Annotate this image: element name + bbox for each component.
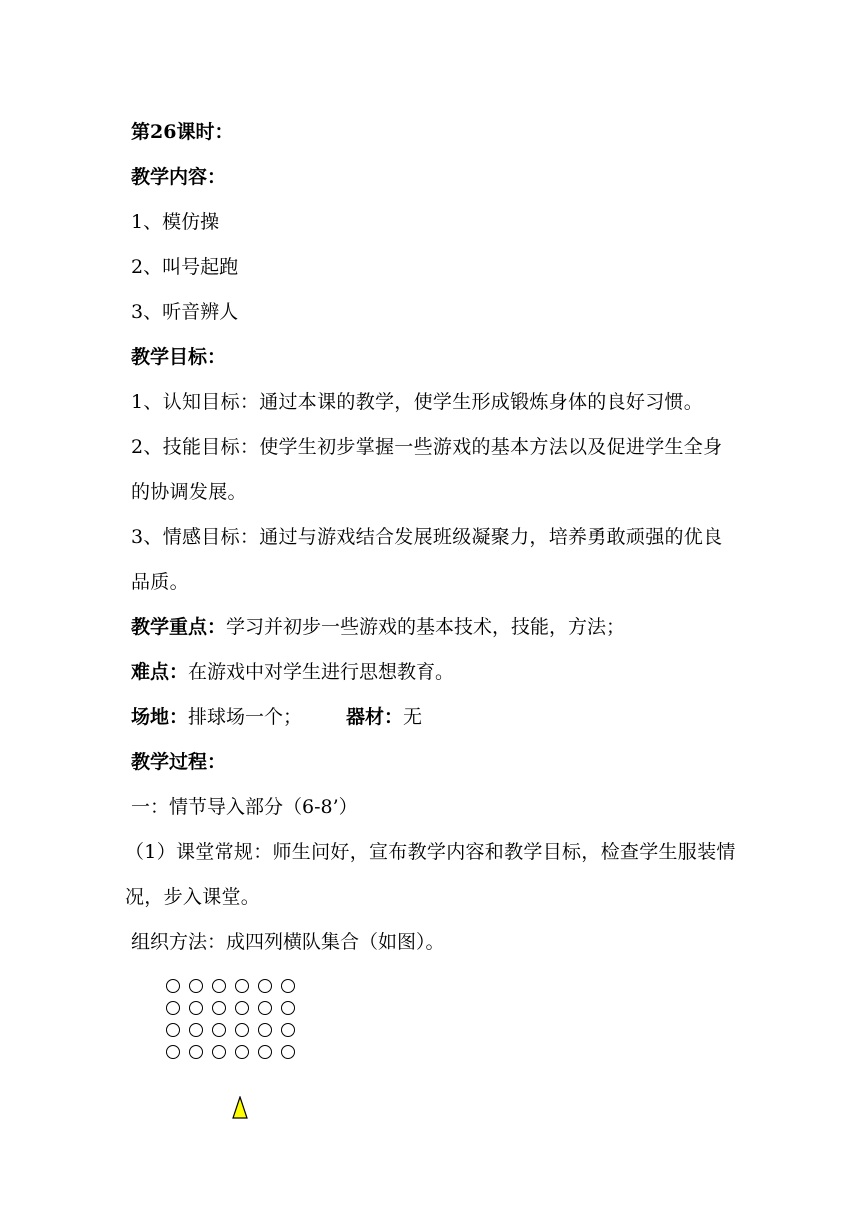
equipment-text: 无 <box>403 706 423 728</box>
process-heading: 教学过程： <box>131 751 227 773</box>
student-circle-icon <box>189 1023 203 1037</box>
content-item: 3、听音辨人 <box>131 301 239 323</box>
equipment-label: 器材： <box>346 706 404 728</box>
key-point-text: 学习并初步一些游戏的基本技术，技能，方法； <box>226 616 626 638</box>
key-point-label: 教学重点： <box>131 616 227 638</box>
student-circle-icon <box>281 1001 295 1015</box>
student-circle-icon <box>281 1023 295 1037</box>
student-circle-icon <box>258 979 272 993</box>
student-circle-icon <box>189 979 203 993</box>
objectives-heading: 教学目标： <box>131 346 227 368</box>
student-circle-icon <box>258 1001 272 1015</box>
student-circle-icon <box>212 979 226 993</box>
student-circle-icon <box>235 1023 249 1037</box>
content-heading: 教学内容： <box>131 166 227 188</box>
student-circle-icon <box>189 1045 203 1059</box>
student-circle-icon <box>281 1045 295 1059</box>
routine-text: （1）课堂常规：师生问好，宣布教学内容和教学目标，检查学生服装情况，步入课堂。 <box>125 841 736 908</box>
objective-item: 2、技能目标：使学生初步掌握一些游戏的基本方法以及促进学生全身的协调发展。 <box>131 436 723 503</box>
venue-equipment <box>131 695 741 740</box>
student-circle-icon <box>212 1045 226 1059</box>
student-circle-icon <box>235 1001 249 1015</box>
student-circle-icon <box>212 1023 226 1037</box>
student-circle-icon <box>235 979 249 993</box>
difficulty-label: 难点： <box>131 661 189 683</box>
student-circle-icon <box>166 1001 180 1015</box>
formation-diagram <box>166 979 295 1067</box>
content-item: 1、模仿操 <box>131 211 220 233</box>
part-one-heading: 一：情节导入部分（6-8’） <box>131 796 358 818</box>
objective-item: 1、认知目标：通过本课的教学，使学生形成锻炼身体的良好习惯。 <box>131 391 704 413</box>
content-item: 2、叫号起跑 <box>131 256 239 278</box>
formation-row <box>166 1023 295 1045</box>
student-circle-icon <box>166 1045 180 1059</box>
teacher-marker-icon <box>232 1096 248 1120</box>
formation-row <box>166 979 295 1001</box>
venue-text: 排球场一个； <box>188 706 303 728</box>
formation-row <box>166 1045 295 1067</box>
key-point <box>131 605 741 650</box>
venue-label: 场地： <box>131 706 189 728</box>
organization-text: 组织方法：成四列横队集合（如图）。 <box>131 931 445 953</box>
student-circle-icon <box>212 1001 226 1015</box>
student-circle-icon <box>189 1001 203 1015</box>
formation-row <box>166 1001 295 1023</box>
student-circle-icon <box>166 1023 180 1037</box>
objective-item: 3、情感目标：通过与游戏结合发展班级凝聚力，培养勇敢顽强的优良品质。 <box>131 526 723 593</box>
lesson-title: 第26课时： <box>131 121 234 143</box>
student-circle-icon <box>235 1045 249 1059</box>
document-body <box>125 110 741 965</box>
student-circle-icon <box>281 979 295 993</box>
difficulty <box>131 650 741 695</box>
student-circle-icon <box>258 1023 272 1037</box>
difficulty-text: 在游戏中对学生进行思想教育。 <box>188 661 455 683</box>
student-circle-icon <box>166 979 180 993</box>
student-circle-icon <box>258 1045 272 1059</box>
